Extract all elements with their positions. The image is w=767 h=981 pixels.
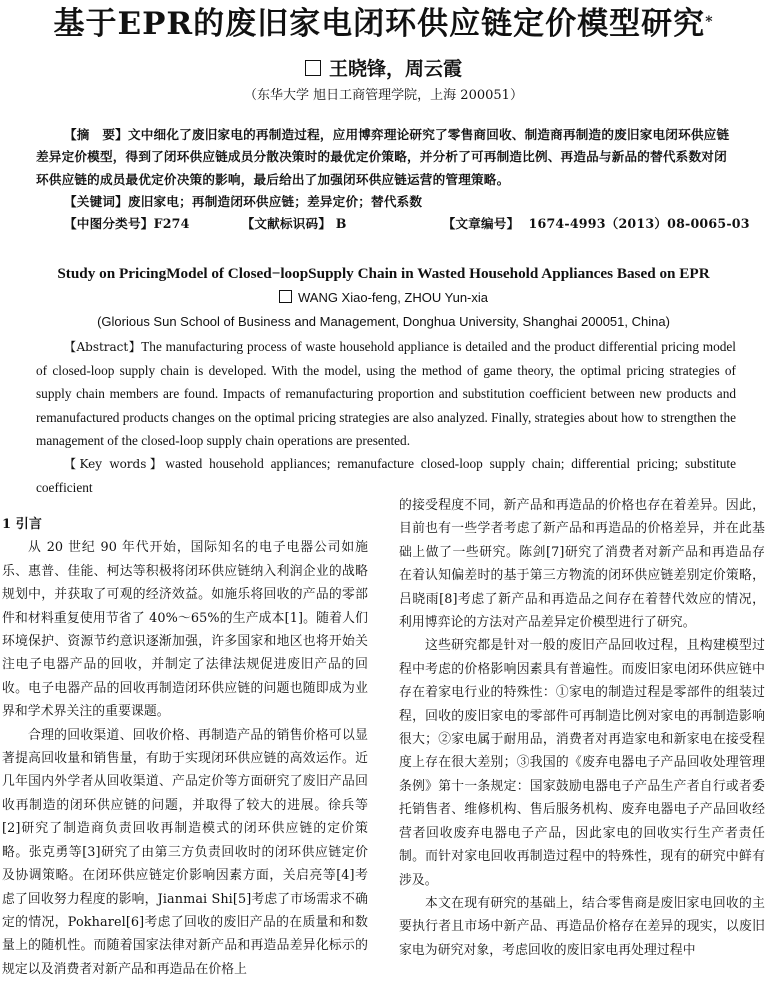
english-affiliation: (Glorious Sun School of Business and Management, Donghua University, Shanghai 200051, China)	[97, 314, 670, 329]
english-authors: WANG Xiao-feng, ZHOU Yun-xia	[297, 290, 488, 305]
right-paragraph-3: 本文在现有研究的基础上，结合零售商是废旧家电回收的主要执行者且市场中新产品、再造品价格存在差异的现实，以废旧家电为研究对象，考虑回收的废旧家电再处理过程中	[399, 895, 765, 958]
english-abstract-block	[36, 335, 736, 499]
body-left-column	[2, 495, 368, 981]
authors: 王晓锋，周云霞	[328, 58, 462, 80]
paper-title: 基于EPR的废旧家电闭环供应链定价模型研究*	[53, 6, 714, 42]
english-title: Study on PricingModel of Closed−loopSupply Chain in Wasted Household Appliances Based on EPR	[57, 265, 710, 282]
left-paragraph-2: 合理的回收渠道、回收价格、再制造产品的销售价格可以显著提高回收量和销售量，有助于实现闭环供应链的高效运作。近几年国内外学者从回收渠道、产品定价等方面研究了废旧产品回收再制造的闭环供应链的问题，并取得了较大的进展。徐兵等[2]研究了制造商负责回收再制造模式的闭环供应链的定价策略。张克勇等[3]研究了由第三方负责回收时的闭环供应链定价及协调策略。在闭环供应链定价影响因素方面，关启亮等[4]考虑了回收努力程度的影响，Jianmai Shi[5]考虑了市场需求不确定的情况，Pokharel[6]考虑了回收的废旧产品的在质量和和数量上的随机性。而随着国家法律对新产品和再造品差异化标示的规定以及消费者对新产品和再造品在价格上	[2, 727, 368, 977]
author-line	[0, 56, 767, 82]
body-right-column	[399, 494, 765, 962]
affiliation: （东华大学 旭日工商管理学院，上海 200051）	[244, 88, 523, 103]
left-paragraph-1: 从 20 世纪 90 年代开始，国际知名的电子电器公司如施乐、惠普、佳能、柯达等积极将闭环供应链纳入利润企业的战略规划中，并获取了可观的经济效益。如施乐将回收的产品的零部件和材料重复使用节省了 40%～65%的生产成本[1]。随着人们环境保护、资源节约意识逐渐加强，许多国家和地区也将开始关注电子电器产品的回收，并制定了法律法规促进废旧产品的回收。电子电器产品的回收再制造闭环供应链的问题也随即成为业界和学术界关注的重要课题。	[2, 540, 368, 720]
author-box-icon-en	[279, 290, 292, 303]
chinese-abstract-block	[36, 124, 750, 235]
english-author-line	[0, 289, 767, 307]
english-keywords: 【Key words】wasted household appliances; remanufacture closed-loop supply chain; differential pricing; substitute coefficient	[36, 456, 736, 496]
right-paragraph-2: 这些研究都是针对一般的废旧产品回收过程，且构建模型过程中考虑的价格影响因素具有普遍性。而废旧家电闭环供应链中存在着家电行业的特殊性：①家电的制造过程是零部件的组装过程，回收的废旧家电的零部件可再制造比例对家电的再制造影响很大；②家电属于耐用品，消费者对再造家电和新家电在接受程度上存在很大差别；③我国的《废弃电器电子产品回收处理管理条例》第十一条规定：国家鼓励电器电子产品生产者自行或者委托销售者、维修机构、售后服务机构、废弃电器电子产品回收经营者回收废弃电器电子产品，因此家电的回收实行生产者责任制。而针对家电回收再制造过程中的特殊性，现有的研究中鲜有涉及。	[399, 638, 765, 888]
title-footnote-mark: *	[705, 14, 714, 30]
author-box-icon	[305, 60, 321, 76]
english-abstract: 【Abstract】The manufacturing process of waste household appliance is detailed and the product differential pricing model of closed-loop supply chain is developed. With the model, using the method of game theory, the optimal pricing strategies of supply chain members are found. Impacts of remanufacturing proportion and substitution coefficient between new products and remanufactured products changes on the optimal pricing strategies are also analyzed. Finally, strategies about how to strengthen the management of the closed-loop supply chain operations are presented.	[36, 339, 736, 448]
section-heading-intro: 1 引言	[2, 517, 42, 532]
cn-keywords: 【关键词】废旧家电；再制造闭环供应链；差异定价；替代系数	[64, 193, 423, 209]
cn-classification-line: 【中图分类号】F274 【文献标识码】 B 【文章编号】 1674-4993（2013）08-0065-03	[64, 216, 750, 232]
cn-abstract: 【摘 要】文中细化了废旧家电的再制造过程，应用博弈理论研究了零售商回收、制造商再制造的废旧家电闭环供应链差异定价模型，得到了闭环供应链成员分散决策时的最优定价策略，并分析了可再制造比例、再造品与新品的替代系数对闭环供应链的成员最优定价决策的影响，最后给出了加强闭环供应链运营的管理策略。	[36, 127, 730, 187]
right-paragraph-1: 的接受程度不同，新产品和再造品的价格也存在着差异。因此，目前也有一些学者考虑了新产品和再造品的价格差异，并在此基础上做了一些研究。陈剑[7]研究了消费者对新产品和再造品存在着认知偏差时的基于第三方物流的闭环供应链差别定价策略，吕晓雨[8]考虑了新产品和再造品之间存在着替代效应的情况，利用博弈论的方法对产品差异定价模型进行了研究。	[399, 498, 765, 631]
